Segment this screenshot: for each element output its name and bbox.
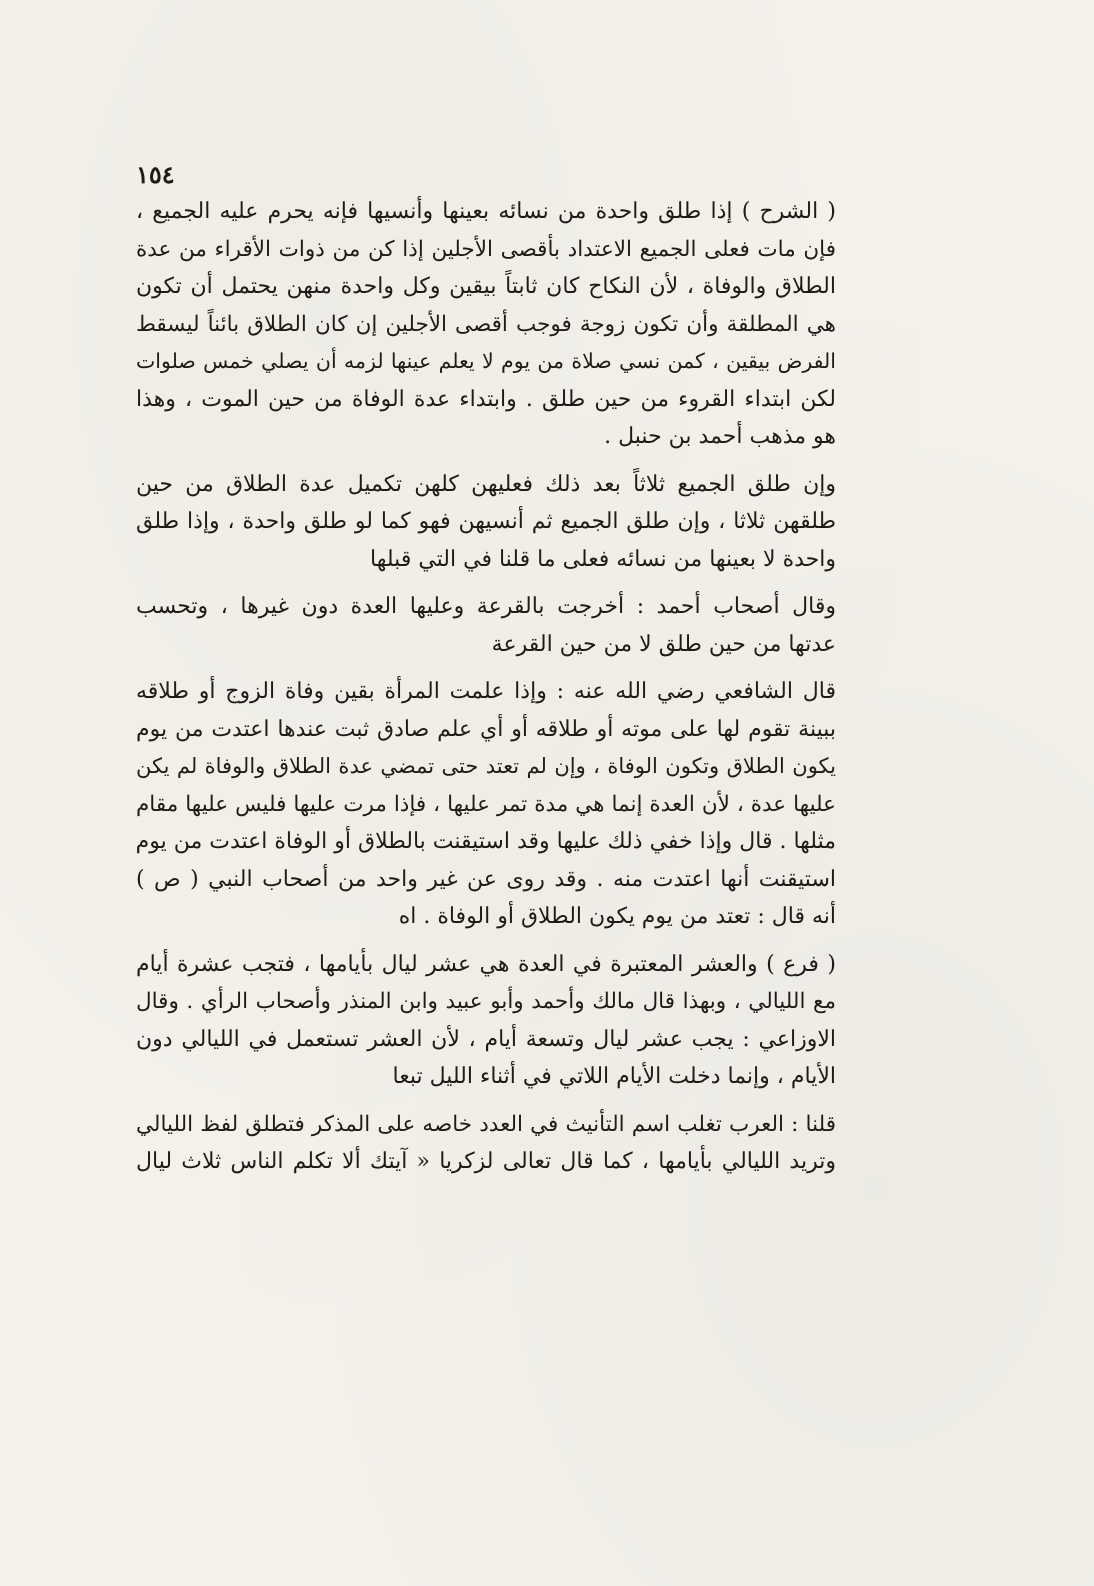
text-line: عليها عدة ، لأن العدة إنما هي مدة تمر عليها ، فإذا مرت عليها فليس عليها مقام bbox=[136, 791, 836, 817]
text-line: واحدة لا بعينها من نسائه فعلى ما قلنا في التي قبلها bbox=[370, 546, 836, 572]
text-line: طلقهن ثلاثا ، وإن طلق الجميع ثم أنسيهن فهو كما لو طلق واحدة ، وإذا طلق bbox=[136, 509, 836, 534]
page-text bbox=[136, 160, 836, 1191]
page-number: ١٥٤ bbox=[136, 160, 175, 189]
text-line: هي المطلقة وأن تكون زوجة فوجب أقصى الأجلين إن كان الطلاق بائناً ليسقط bbox=[136, 311, 836, 337]
text-line: عدتها من حين طلق لا من حين القرعة bbox=[491, 631, 836, 657]
paragraph-sharh bbox=[136, 193, 836, 456]
paragraph-qulna bbox=[136, 1106, 836, 1181]
text-line: الاوزاعي : يجب عشر ليال وتسعة أيام ، لأن العشر تستعمل في الليالي دون bbox=[136, 1026, 836, 1052]
paragraph-ashab-ahmad bbox=[136, 588, 836, 663]
text-line: قال الشافعي رضي الله عنه : وإذا علمت المرأة بقين وفاة الزوج أو طلاقه bbox=[136, 679, 836, 704]
paragraph-talaq-thalathan bbox=[136, 466, 836, 579]
text-line: الطلاق والوفاة ، لأن النكاح كان ثابتاً بيقين وكل واحدة منهن يحتمل أن تكون bbox=[136, 274, 836, 299]
text-line: وقال أصحاب أحمد : أخرجت بالقرعة وعليها العدة دون غيرها ، وتحسب bbox=[136, 594, 836, 619]
text-line: يكون الطلاق وتكون الوفاة ، وإن لم تعتد حتى تمضي عدة الطلاق والوفاة لم يكن bbox=[136, 754, 836, 778]
text-line: هو مذهب أحمد بن حنبل . bbox=[604, 424, 836, 449]
text-line: وتريد الليالي بأيامها ، كما قال تعالى لزكريا « آيتك ألا تكلم الناس ثلاث ليال bbox=[136, 1149, 836, 1174]
text-line: مثلها . قال وإذا خفي ذلك عليها وقد استيقنت بالطلاق أو الوفاة اعتدت من يوم bbox=[135, 829, 836, 854]
text-line: قلنا : العرب تغلب اسم التأنيث في العدد خاصه على المذكر فتطلق لفظ الليالي bbox=[136, 1111, 836, 1137]
text-line: استيقنت أنها اعتدت منه . وقد روى عن غير واحد من أصحاب النبي ( ص ) bbox=[136, 866, 836, 892]
text-line: وإن طلق الجميع ثلاثاً بعد ذلك فعليهن كلهن تكميل عدة الطلاق من حين bbox=[136, 471, 836, 497]
text-line: ( فرع ) والعشر المعتبرة في العدة هي عشر ليال بأيامها ، فتجب عشرة أيام bbox=[136, 951, 836, 977]
text-line: فإن مات فعلى الجميع الاعتداد بأقصى الأجلين إذا كن من ذوات الأقراء من عدة bbox=[136, 236, 836, 262]
text-line: الفرض بيقين ، كمن نسي صلاة من يوم لا يعلم عينها لزمه أن يصلي خمس صلوات bbox=[136, 349, 836, 373]
text-line: الأيام ، وإنما دخلت الأيام اللاتي في أثناء الليل تبعا bbox=[392, 1064, 836, 1089]
text-line: ( الشرح ) إذا طلق واحدة من نسائه بعينها وأنسيها فإنه يحرم عليه الجميع ، bbox=[136, 199, 836, 224]
text-line: ببينة تقوم لها على موته أو طلاقه أو أي علم صادق ثبت عندها اعتدت من يوم bbox=[136, 716, 836, 742]
text-line: أنه قال : تعتد من يوم يكون الطلاق أو الوفاة . اه bbox=[398, 904, 836, 929]
paragraph-far bbox=[136, 946, 836, 1096]
text-line: لكن ابتداء القروء من حين طلق . وابتداء عدة الوفاة من حين الموت ، وهذا bbox=[136, 386, 836, 412]
paragraph-shafii bbox=[136, 673, 836, 936]
text-line: مع الليالي ، وبهذا قال مالك وأحمد وأبو عبيد وابن المنذر وأصحاب الرأي . وقال bbox=[136, 989, 836, 1014]
